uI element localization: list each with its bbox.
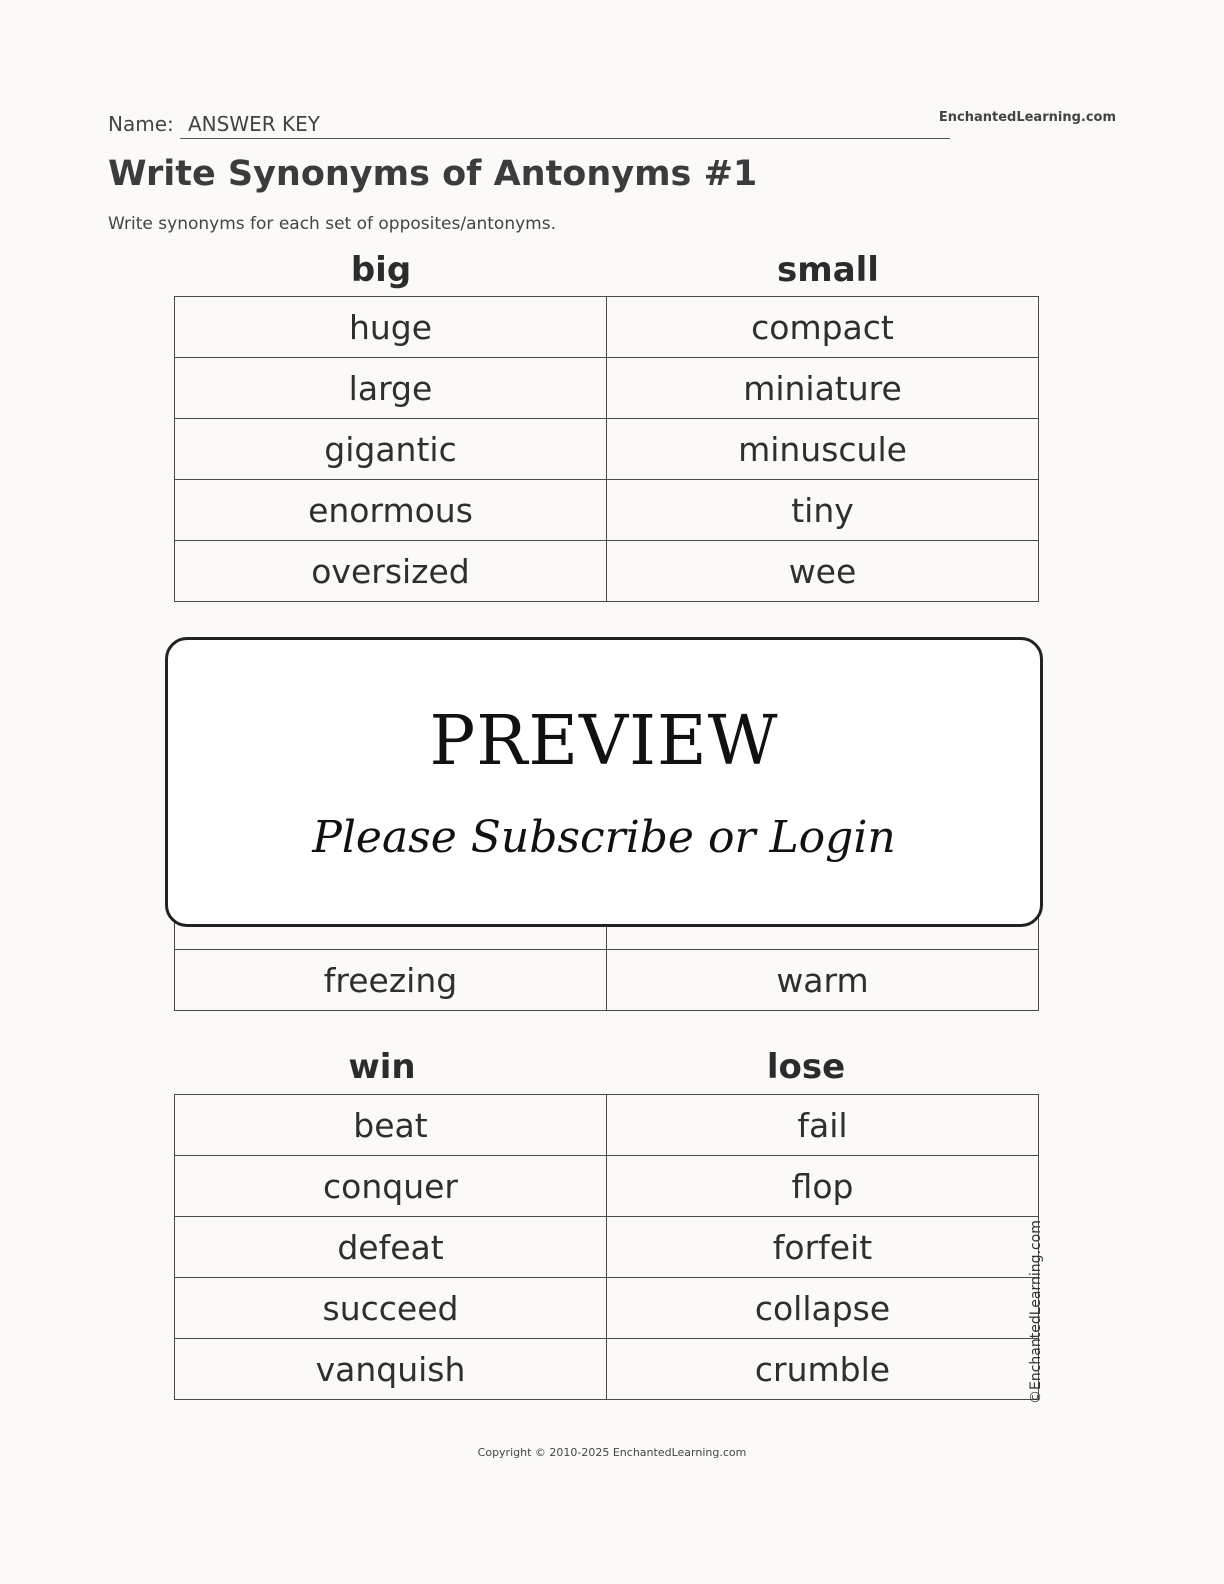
set3-right-heading: lose — [766, 1047, 846, 1087]
name-value: ANSWER KEY — [188, 112, 320, 136]
side-credit: ©EnchantedLearning.com — [1028, 1220, 1044, 1404]
table-cell: warm — [607, 950, 1039, 1011]
table-cell: miniature — [607, 358, 1039, 419]
table-cell: oversized — [175, 541, 607, 602]
table-row — [175, 480, 1039, 541]
table-cell: compact — [607, 297, 1039, 358]
table-cell: gigantic — [175, 419, 607, 480]
table-row — [175, 419, 1039, 480]
table-cell: crumble — [607, 1339, 1039, 1400]
table-row — [175, 1278, 1039, 1339]
table-row — [175, 1339, 1039, 1400]
table-cell: forfeit — [607, 1217, 1039, 1278]
table-row — [175, 950, 1039, 1011]
name-row — [108, 108, 950, 140]
table-cell: wee — [607, 541, 1039, 602]
table-cell: conquer — [175, 1156, 607, 1217]
table-cell: large — [175, 358, 607, 419]
table-cell: huge — [175, 297, 607, 358]
table-cell: defeat — [175, 1217, 607, 1278]
name-label: Name: — [108, 112, 174, 136]
preview-overlay[interactable] — [165, 637, 1043, 927]
table-cell: vanquish — [175, 1339, 607, 1400]
table-row — [175, 541, 1039, 602]
table-cell: beat — [175, 1095, 607, 1156]
table-row — [175, 297, 1039, 358]
table-cell: flop — [607, 1156, 1039, 1217]
table-cell: minuscule — [607, 419, 1039, 480]
table-cell: tiny — [607, 480, 1039, 541]
set3-left-heading: win — [348, 1047, 416, 1087]
copyright-footer: Copyright © 2010-2025 EnchantedLearning.com — [477, 1446, 747, 1459]
table-cell: enormous — [175, 480, 607, 541]
preview-title: PREVIEW — [429, 702, 779, 781]
set3-table — [174, 1094, 1039, 1400]
page-title: Write Synonyms of Antonyms #1 — [108, 154, 758, 194]
set1-right-heading: small — [777, 250, 879, 290]
table-cell: collapse — [607, 1278, 1039, 1339]
site-link[interactable]: EnchantedLearning.com — [938, 110, 1116, 125]
table-row — [175, 1095, 1039, 1156]
set1-left-heading: big — [350, 250, 412, 290]
set1-table — [174, 296, 1039, 602]
subscribe-login-prompt[interactable]: Please Subscribe or Login — [312, 812, 896, 863]
table-row — [175, 358, 1039, 419]
table-cell: succeed — [175, 1278, 607, 1339]
instructions: Write synonyms for each set of opposites/antonyms. — [108, 214, 556, 234]
name-underline — [180, 138, 950, 139]
table-row — [175, 1156, 1039, 1217]
table-cell: fail — [607, 1095, 1039, 1156]
table-row — [175, 1217, 1039, 1278]
table-cell: freezing — [175, 950, 607, 1011]
